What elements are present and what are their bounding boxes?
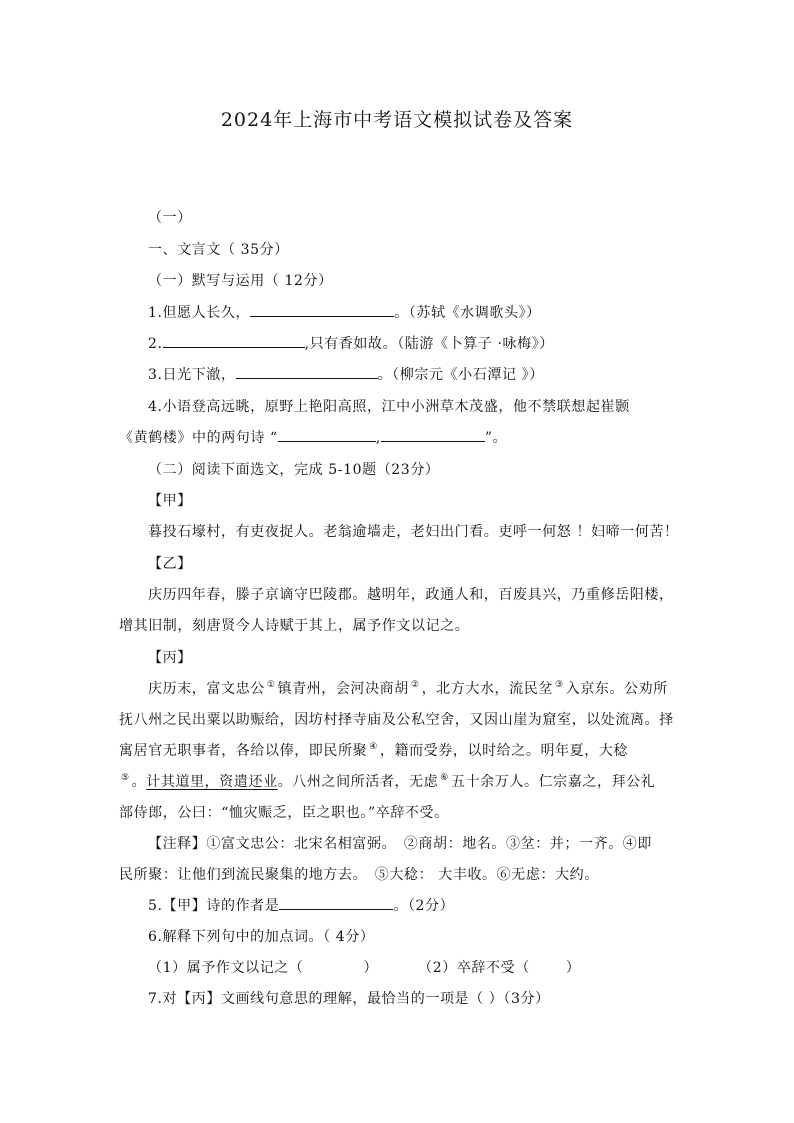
question-1: 1.但愿人长久， 。（苏轼《水调歌头》）	[148, 302, 541, 322]
footnote-marker: ⑤	[121, 773, 130, 784]
question-4-line2: 《黄鹤楼》中的两句诗 “ , ”。	[119, 427, 507, 447]
passage-bing-line4: ⑤ 。计其道里，资遣还业。八州之间所活者，无虑 ⑥ 五十余万人。仁宗嘉之，拜公礼	[121, 773, 656, 790]
annotation-line1: 【注释】①富文忠公：北宋名相富弼。 ②商胡：地名。③坌：并；一齐。④即	[148, 836, 652, 852]
passage-bing-line1: 庆历末，富文忠公 ① 镇青州，会河决商胡 ② ，北方大水，流民坌 ③ 入京东。公劝所	[148, 680, 668, 697]
underlined-sentence: 计其道里，资遣还业	[146, 774, 278, 790]
annotation-line2: 民所聚：让他们到流民聚集的地方去。 ⑤大稔： 大丰收。⑥无虑：大约。	[119, 867, 599, 883]
footnote-marker: ②	[410, 680, 420, 691]
section-label: （一）	[148, 210, 192, 226]
passage-bing-line2: 抚八州之民出粟以助赈给，因坊村择寺庙及公私空舍，又因山崖为窟室，以处流离。择	[119, 712, 674, 728]
passage-yi-label: 【乙】	[148, 556, 192, 572]
footnote-marker: ④	[369, 742, 378, 753]
subsection-heading-reading: （二）阅读下面选文，完成 5-10题（23分）	[148, 462, 440, 478]
passage-yi-line2: 增其旧制，刻唐贤今人诗赋于其上，属予作文以记之。	[119, 618, 470, 634]
answer-blank[interactable]	[278, 427, 376, 442]
footnote-marker: ③	[554, 680, 564, 691]
question-2: 2. ,只有香如故。（陆游《卜算子 ·咏梅》）	[148, 333, 554, 353]
footnote-marker: ①	[266, 680, 276, 691]
question-6-items: （1）属予作文以记之（ ） （2）卒辞不受（ ）	[148, 960, 581, 976]
passage-jia-label: 【甲】	[148, 493, 192, 509]
question-3: 3.日光下澈， 。（柳宗元《小石潭记 》）	[148, 364, 544, 384]
question-7: 7.对【丙】文画线句意思的理解，最恰当的一项是（ ）（3分）	[148, 991, 550, 1007]
footnote-marker: ⑥	[440, 773, 449, 784]
answer-blank[interactable]	[163, 333, 305, 348]
passage-bing-line3: 寓居官无职事者，各给以俸，即民所聚 ④ ，籍而受券，以时给之。明年夏，大稔	[119, 742, 629, 759]
passage-bing-line5: 部侍郎，公曰：“恤灾赈乏，臣之职也。”卒辞不受。	[119, 805, 449, 821]
passage-jia-text: 暮投石壕村，有吏夜捉人。老翁逾墙走，老妇出门看。吏呼一何怒 ！妇啼一何苦！	[148, 524, 679, 540]
question-4-line1: 4.小语登高远眺，原野上艳阳高照，江中小洲草木茂盛，他不禁联想起崔颢	[148, 399, 630, 415]
document-title: 2024年上海市中考语文模拟试卷及答案	[220, 109, 574, 131]
answer-blank[interactable]	[279, 895, 393, 910]
section-heading-classical: 一、文言文（ 35分）	[148, 242, 289, 258]
subsection-heading-dictation: （一）默写与运用（ 12分）	[148, 273, 333, 289]
answer-blank[interactable]	[381, 427, 485, 442]
question-6: 6.解释下列句中的加点词。（ 4分）	[148, 929, 375, 945]
answer-blank[interactable]	[250, 302, 394, 317]
passage-yi-line1: 庆历四年春，滕子京谪守巴陵郡。越明年，政通人和，百废具兴，乃重修岳阳楼，	[148, 587, 674, 603]
passage-bing-label: 【丙】	[148, 650, 192, 666]
question-5: 5.【甲】诗的作者是 。（2分）	[148, 895, 454, 915]
answer-blank[interactable]	[236, 364, 378, 379]
